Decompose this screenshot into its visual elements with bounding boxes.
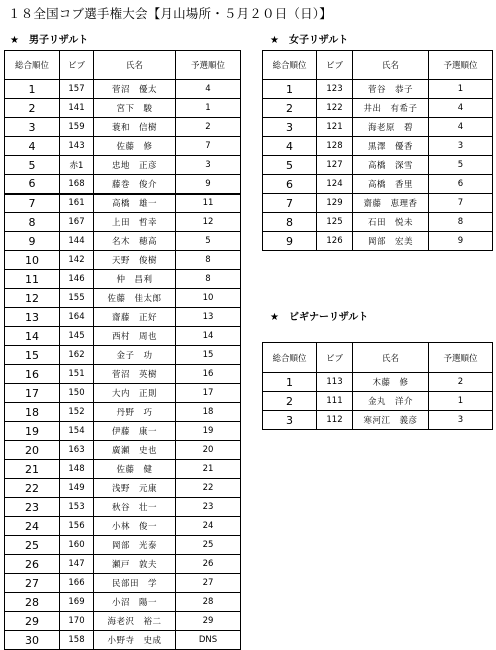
rank-cell: 17 <box>5 384 60 403</box>
bib-cell: 111 <box>317 392 353 411</box>
table-row <box>5 99 241 118</box>
bib-cell: 146 <box>60 270 94 289</box>
table-row <box>5 498 241 517</box>
bib-cell: 141 <box>60 99 94 118</box>
table-row <box>5 365 241 384</box>
table-row <box>5 460 241 479</box>
table-row <box>5 631 241 650</box>
name-cell: 高橋 雄一 <box>94 194 176 213</box>
name-cell: 菅沼 英樹 <box>94 365 176 384</box>
rank-cell: 22 <box>5 479 60 498</box>
men-results-heading: ★ 男子リザルト <box>10 35 89 46</box>
bib-cell: 122 <box>317 99 353 118</box>
qualifying-rank-cell: 2 <box>429 373 493 392</box>
qualifying-rank-cell: 8 <box>176 270 241 289</box>
rank-cell: 1 <box>263 373 317 392</box>
name-cell: 伊藤 康一 <box>94 422 176 441</box>
table-row <box>5 384 241 403</box>
name-cell: 海老原 碧 <box>353 118 429 137</box>
qualifying-rank-cell: 1 <box>176 99 241 118</box>
rank-cell: 5 <box>263 156 317 175</box>
rank-cell: 1 <box>263 80 317 99</box>
name-cell: 佐藤 修 <box>94 137 176 156</box>
name-cell: 瀬戸 敦夫 <box>94 555 176 574</box>
men-results-table <box>4 50 241 650</box>
qualifying-rank-cell: 1 <box>429 392 493 411</box>
bib-cell: 169 <box>60 593 94 612</box>
name-cell: 齋藤 恵理香 <box>353 194 429 213</box>
qualifying-rank-cell: 7 <box>429 194 493 213</box>
bib-cell: 158 <box>60 631 94 650</box>
bib-cell: 126 <box>317 232 353 251</box>
qualifying-rank-cell: 29 <box>176 612 241 631</box>
table-row <box>5 80 241 99</box>
rank-cell: 2 <box>263 99 317 118</box>
qualifying-rank-cell: 17 <box>176 384 241 403</box>
name-cell: 高橋 香里 <box>353 175 429 194</box>
qualifying-rank-cell: 9 <box>429 232 493 251</box>
bib-cell: 142 <box>60 251 94 270</box>
rank-cell: 3 <box>263 118 317 137</box>
rank-cell: 12 <box>5 289 60 308</box>
bib-cell: 156 <box>60 517 94 536</box>
qualifying-rank-cell: 22 <box>176 479 241 498</box>
name-cell: 寒河江 義彦 <box>353 411 429 430</box>
table-row <box>5 232 241 251</box>
header-rank: 総合順位 <box>263 51 317 80</box>
bib-cell: 145 <box>60 327 94 346</box>
name-cell: 高橋 深雪 <box>353 156 429 175</box>
qualifying-rank-cell: 8 <box>176 251 241 270</box>
name-cell: 海老沢 裕二 <box>94 612 176 631</box>
bib-cell: 127 <box>317 156 353 175</box>
name-cell: 大内 正則 <box>94 384 176 403</box>
table-row <box>263 411 493 430</box>
bib-cell: 160 <box>60 536 94 555</box>
bib-cell: 148 <box>60 460 94 479</box>
bib-cell: 159 <box>60 118 94 137</box>
rank-cell: 19 <box>5 422 60 441</box>
qualifying-rank-cell: 2 <box>176 118 241 137</box>
name-cell: 天野 俊樹 <box>94 251 176 270</box>
bib-cell: 161 <box>60 194 94 213</box>
qualifying-rank-cell: 4 <box>429 99 493 118</box>
name-cell: 上田 哲幸 <box>94 213 176 232</box>
header-rank: 総合順位 <box>263 343 317 373</box>
table-row <box>5 137 241 156</box>
qualifying-rank-cell: 13 <box>176 308 241 327</box>
table-row <box>5 251 241 270</box>
table-row <box>263 373 493 392</box>
qualifying-rank-cell: 1 <box>429 80 493 99</box>
women-results-heading: ★ 女子リザルト <box>270 35 349 46</box>
name-cell: 蓑和 信樹 <box>94 118 176 137</box>
rank-cell: 20 <box>5 441 60 460</box>
name-cell: 佐藤 健 <box>94 460 176 479</box>
table-row <box>5 593 241 612</box>
name-cell: 菅谷 恭子 <box>353 80 429 99</box>
table-row <box>5 327 241 346</box>
rank-cell: 8 <box>263 213 317 232</box>
rank-cell: 4 <box>263 137 317 156</box>
rank-cell: 11 <box>5 270 60 289</box>
header-name: 氏名 <box>353 343 429 373</box>
bib-cell: 152 <box>60 403 94 422</box>
rank-cell: 7 <box>263 194 317 213</box>
qualifying-rank-cell: 15 <box>176 346 241 365</box>
header-qualifying-rank: 予選順位 <box>429 343 493 373</box>
bib-cell: 150 <box>60 384 94 403</box>
bib-cell: 123 <box>317 80 353 99</box>
page-title: １８全国コブ選手権大会【月山場所・５月２０日（日）】 <box>8 6 332 21</box>
table-row <box>5 536 241 555</box>
name-cell: 石田 悦未 <box>353 213 429 232</box>
bib-cell: 129 <box>317 194 353 213</box>
qualifying-rank-cell: 6 <box>429 175 493 194</box>
table-header-row <box>5 51 241 80</box>
table-header-row <box>263 343 493 373</box>
table-row <box>5 574 241 593</box>
name-cell: 黒澤 優香 <box>353 137 429 156</box>
bib-cell: 125 <box>317 213 353 232</box>
name-cell: 菅沼 優太 <box>94 80 176 99</box>
bib-cell: 168 <box>60 175 94 194</box>
qualifying-rank-cell: 26 <box>176 555 241 574</box>
table-row <box>5 213 241 232</box>
name-cell: 丹野 巧 <box>94 403 176 422</box>
rank-cell: 6 <box>5 175 60 194</box>
table-row <box>263 175 493 194</box>
qualifying-rank-cell: 9 <box>176 175 241 194</box>
qualifying-rank-cell: 12 <box>176 213 241 232</box>
name-cell: 宮下 駿 <box>94 99 176 118</box>
name-cell: 金子 功 <box>94 346 176 365</box>
women-results-table <box>262 50 493 251</box>
name-cell: 西村 周也 <box>94 327 176 346</box>
name-cell: 忠地 正彦 <box>94 156 176 175</box>
rank-cell: 5 <box>5 156 60 175</box>
table-row <box>5 308 241 327</box>
rank-cell: 8 <box>5 213 60 232</box>
rank-cell: 3 <box>5 118 60 137</box>
qualifying-rank-cell: 10 <box>176 289 241 308</box>
bib-cell: 164 <box>60 308 94 327</box>
table-row <box>5 555 241 574</box>
table-row <box>5 517 241 536</box>
table-row <box>263 99 493 118</box>
bib-cell: 144 <box>60 232 94 251</box>
table-header-row <box>263 51 493 80</box>
name-cell: 金丸 洋介 <box>353 392 429 411</box>
name-cell: 民部田 学 <box>94 574 176 593</box>
rank-cell: 27 <box>5 574 60 593</box>
bib-cell: 170 <box>60 612 94 631</box>
bib-cell: 112 <box>317 411 353 430</box>
name-cell: 秋谷 壮一 <box>94 498 176 517</box>
rank-cell: 14 <box>5 327 60 346</box>
qualifying-rank-cell: 3 <box>429 137 493 156</box>
rank-cell: 4 <box>5 137 60 156</box>
rank-cell: 29 <box>5 612 60 631</box>
bib-cell: 154 <box>60 422 94 441</box>
name-cell: 木藤 修 <box>353 373 429 392</box>
bib-cell: 163 <box>60 441 94 460</box>
qualifying-rank-cell: 28 <box>176 593 241 612</box>
name-cell: 佐藤 佳太郎 <box>94 289 176 308</box>
rank-cell: 21 <box>5 460 60 479</box>
table-row <box>5 270 241 289</box>
qualifying-rank-cell: 21 <box>176 460 241 479</box>
header-bib: ビブ <box>317 343 353 373</box>
rank-cell: 9 <box>263 232 317 251</box>
rank-cell: 15 <box>5 346 60 365</box>
header-name: 氏名 <box>353 51 429 80</box>
rank-cell: 18 <box>5 403 60 422</box>
table-row <box>5 441 241 460</box>
rank-cell: 6 <box>263 175 317 194</box>
table-row <box>5 289 241 308</box>
bib-cell: 128 <box>317 137 353 156</box>
header-qualifying-rank: 予選順位 <box>176 51 241 80</box>
name-cell: 小林 俊一 <box>94 517 176 536</box>
qualifying-rank-cell: 5 <box>429 156 493 175</box>
bib-cell: 157 <box>60 80 94 99</box>
table-row <box>5 346 241 365</box>
rank-cell: 30 <box>5 631 60 650</box>
name-cell: 小野寺 史成 <box>94 631 176 650</box>
qualifying-rank-cell: 3 <box>429 411 493 430</box>
qualifying-rank-cell: 5 <box>176 232 241 251</box>
name-cell: 仲 昌利 <box>94 270 176 289</box>
bib-cell: 149 <box>60 479 94 498</box>
rank-cell: 2 <box>263 392 317 411</box>
rank-cell: 26 <box>5 555 60 574</box>
qualifying-rank-cell: 20 <box>176 441 241 460</box>
qualifying-rank-cell: 19 <box>176 422 241 441</box>
bib-cell: 151 <box>60 365 94 384</box>
rank-cell: 16 <box>5 365 60 384</box>
qualifying-rank-cell: 25 <box>176 536 241 555</box>
rank-cell: 24 <box>5 517 60 536</box>
name-cell: 小沼 陽一 <box>94 593 176 612</box>
table-row <box>5 612 241 631</box>
table-row <box>263 213 493 232</box>
table-row <box>263 80 493 99</box>
rank-cell: 3 <box>263 411 317 430</box>
rank-cell: 23 <box>5 498 60 517</box>
qualifying-rank-cell: 24 <box>176 517 241 536</box>
table-row <box>263 392 493 411</box>
qualifying-rank-cell: 27 <box>176 574 241 593</box>
bib-cell: 153 <box>60 498 94 517</box>
bib-cell: 147 <box>60 555 94 574</box>
rank-cell: 28 <box>5 593 60 612</box>
name-cell: 井出 有希子 <box>353 99 429 118</box>
qualifying-rank-cell: 14 <box>176 327 241 346</box>
qualifying-rank-cell: DNS <box>176 631 241 650</box>
name-cell: 齋藤 正好 <box>94 308 176 327</box>
header-rank: 総合順位 <box>5 51 60 80</box>
bib-cell: 113 <box>317 373 353 392</box>
name-cell: 廣瀬 史也 <box>94 441 176 460</box>
rank-cell: 10 <box>5 251 60 270</box>
bib-cell: 143 <box>60 137 94 156</box>
qualifying-rank-cell: 11 <box>176 194 241 213</box>
qualifying-rank-cell: 23 <box>176 498 241 517</box>
table-row <box>5 175 241 194</box>
header-bib: ビブ <box>317 51 353 80</box>
table-row <box>263 194 493 213</box>
table-row <box>263 232 493 251</box>
qualifying-rank-cell: 4 <box>176 80 241 99</box>
name-cell: 名木 穂高 <box>94 232 176 251</box>
table-row <box>5 118 241 137</box>
qualifying-rank-cell: 8 <box>429 213 493 232</box>
rank-cell: 9 <box>5 232 60 251</box>
qualifying-rank-cell: 16 <box>176 365 241 384</box>
header-bib: ビブ <box>60 51 94 80</box>
header-name: 氏名 <box>94 51 176 80</box>
table-row <box>5 156 241 175</box>
table-row <box>5 194 241 213</box>
rank-cell: 2 <box>5 99 60 118</box>
name-cell: 岡部 光泰 <box>94 536 176 555</box>
name-cell: 藤巻 俊介 <box>94 175 176 194</box>
table-row <box>263 118 493 137</box>
qualifying-rank-cell: 18 <box>176 403 241 422</box>
table-row <box>263 137 493 156</box>
header-qualifying-rank: 予選順位 <box>429 51 493 80</box>
table-row <box>5 422 241 441</box>
rank-cell: 25 <box>5 536 60 555</box>
qualifying-rank-cell: 4 <box>429 118 493 137</box>
name-cell: 岡部 宏美 <box>353 232 429 251</box>
bib-cell: 121 <box>317 118 353 137</box>
bib-cell: 155 <box>60 289 94 308</box>
table-row <box>5 479 241 498</box>
bib-cell: 124 <box>317 175 353 194</box>
rank-cell: 1 <box>5 80 60 99</box>
qualifying-rank-cell: 7 <box>176 137 241 156</box>
bib-cell: 167 <box>60 213 94 232</box>
qualifying-rank-cell: 3 <box>176 156 241 175</box>
bib-cell: 162 <box>60 346 94 365</box>
beginner-results-table <box>262 342 493 430</box>
rank-cell: 13 <box>5 308 60 327</box>
name-cell: 浅野 元康 <box>94 479 176 498</box>
bib-cell: 166 <box>60 574 94 593</box>
beginner-results-heading: ★ ビギナーリザルト <box>270 312 369 323</box>
table-row <box>5 403 241 422</box>
table-row <box>263 156 493 175</box>
rank-cell: 7 <box>5 194 60 213</box>
bib-cell: 赤1 <box>60 156 94 175</box>
